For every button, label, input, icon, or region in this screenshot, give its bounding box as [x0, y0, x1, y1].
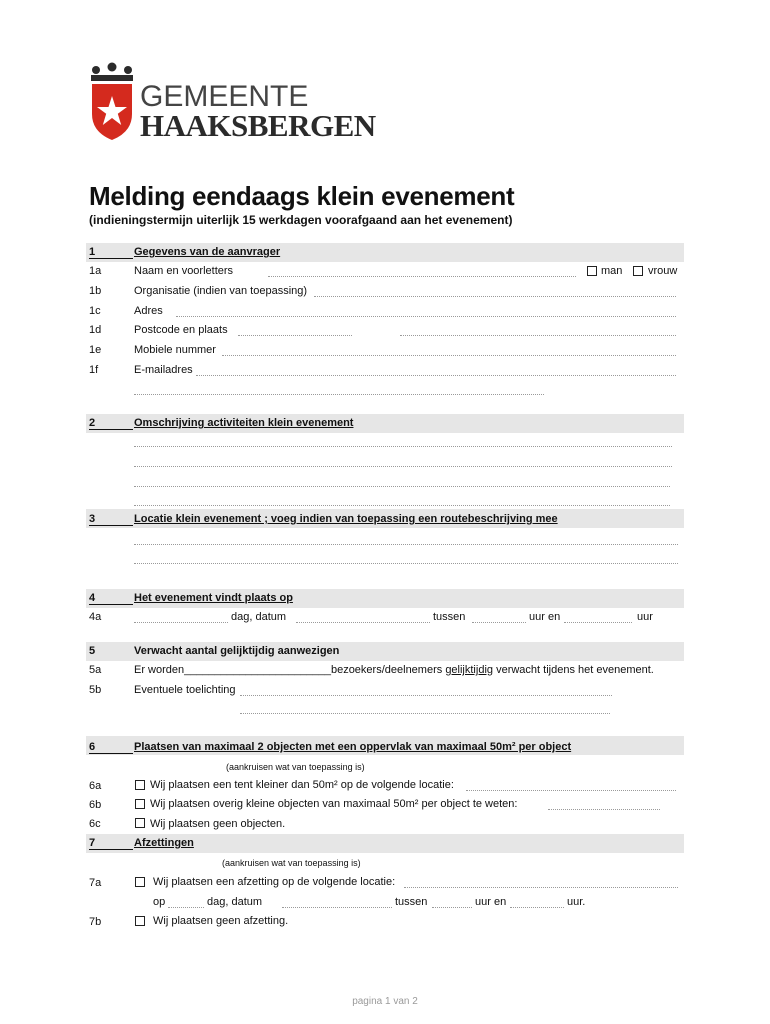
section-7-heading: Afzettingen	[134, 837, 194, 849]
other-objects-label: Wij plaatsen overig kleine objecten van maximaal 50m² per object te weten:	[150, 798, 518, 810]
name-field[interactable]	[268, 276, 576, 277]
row-5b-number: 5b	[89, 684, 102, 696]
section-6-heading: Plaatsen van maximaal 2 objecten met een oppervlak van maximaal 50m² per object	[134, 741, 572, 753]
email-label: E-mailadres	[134, 364, 193, 376]
attendees-rest: verwacht tijdens het evenement.	[496, 664, 654, 676]
email-field-continued[interactable]	[134, 394, 544, 395]
location-field-1[interactable]	[134, 544, 678, 545]
section-6-note: (aankruisen wat van toepassing is)	[226, 762, 365, 772]
hour-and-label: uur en	[529, 611, 561, 623]
city-field[interactable]	[400, 335, 676, 336]
tent-location-field[interactable]	[466, 790, 676, 791]
barrier-between-label: tussen	[395, 896, 428, 908]
row-7a-number: 7a	[89, 877, 102, 889]
row-6a-number: 6a	[89, 780, 102, 792]
row-1b-number: 1b	[89, 285, 102, 297]
section-5-heading: Verwacht aantal gelijktijdig aanwezigen	[134, 645, 340, 657]
explanation-field-1[interactable]	[240, 695, 612, 696]
start-time-field[interactable]	[472, 622, 526, 623]
row-5a-number: 5a	[89, 664, 102, 676]
activities-field-1[interactable]	[134, 446, 672, 447]
checkbox-man[interactable]	[587, 266, 597, 276]
logo-line-2: HAAKSBERGEN	[140, 108, 376, 143]
man-label: man	[601, 265, 623, 277]
row-1d-number: 1d	[89, 324, 102, 336]
row-1e-number: 1e	[89, 344, 102, 356]
between-label: tussen	[433, 611, 466, 623]
section-1-heading: Gegevens van de aanvrager	[134, 246, 281, 258]
row-1a-number: 1a	[89, 265, 102, 277]
section-4-heading: Het evenement vindt plaats op	[134, 592, 293, 604]
section-2-heading: Omschrijving activiteiten klein evenement	[134, 417, 354, 429]
section-3-heading: Locatie klein evenement ; voeg indien van toepassing een routebeschrijving mee	[134, 513, 558, 525]
attendees-sentence	[134, 664, 654, 677]
row-1f-number: 1f	[89, 364, 99, 376]
crowned-shield-icon	[88, 62, 136, 142]
municipality-logo	[88, 62, 378, 142]
mobile-label: Mobiele nummer	[134, 344, 216, 356]
row-6c-number: 6c	[89, 818, 101, 830]
end-time-field[interactable]	[564, 622, 632, 623]
barrier-hour-label: uur.	[567, 896, 586, 908]
barrier-hour-and-label: uur en	[475, 896, 507, 908]
other-objects-field[interactable]	[548, 809, 660, 810]
activities-field-4[interactable]	[134, 505, 670, 506]
day-field[interactable]	[134, 622, 228, 623]
section-3-number: 3	[89, 513, 133, 526]
row-7b-number: 7b	[89, 916, 102, 928]
organisation-label: Organisatie (indien van toepassing)	[134, 285, 308, 297]
page-title: Melding eendaags klein evenement	[89, 181, 515, 211]
email-field[interactable]	[196, 375, 676, 376]
address-field[interactable]	[176, 316, 676, 317]
section-7-number: 7	[89, 837, 133, 850]
barrier-date-field[interactable]	[282, 907, 392, 908]
address-label: Adres	[134, 305, 163, 317]
tent-label: Wij plaatsen een tent kleiner dan 50m² op de volgende locatie:	[150, 779, 454, 791]
checkbox-no-barrier[interactable]	[135, 916, 145, 926]
checkbox-other-objects[interactable]	[135, 799, 145, 809]
page-number: pagina 1 van 2	[352, 996, 418, 1007]
explanation-label: Eventuele toelichting	[134, 684, 236, 696]
no-barrier-label: Wij plaatsen geen afzetting.	[153, 915, 289, 927]
row-1c-number: 1c	[89, 305, 101, 317]
barrier-day-field[interactable]	[168, 907, 204, 908]
postcode-field[interactable]	[238, 335, 352, 336]
explanation-field-2[interactable]	[240, 713, 610, 714]
page-subtitle: (indieningstermijn uiterlijk 15 werkdagen voorafgaand aan het evenement)	[89, 213, 513, 227]
vrouw-label: vrouw	[648, 265, 678, 277]
barrier-start-field[interactable]	[432, 907, 472, 908]
section-2-number: 2	[89, 417, 133, 430]
row-4a-number: 4a	[89, 611, 102, 623]
simultaneous-label: gelijktijdig	[445, 664, 494, 676]
activities-field-2[interactable]	[134, 466, 672, 467]
barrier-on-label: op	[153, 896, 166, 908]
organisation-field[interactable]	[314, 296, 676, 297]
barrier-day-date-label: dag, datum	[207, 896, 263, 908]
section-6-number: 6	[89, 741, 133, 754]
section-7-note: (aankruisen wat van toepassing is)	[222, 858, 361, 868]
name-label: Naam en voorletters	[134, 265, 234, 277]
logo-line-1: GEMEENTE	[140, 80, 309, 113]
barrier-label: Wij plaatsen een afzetting op de volgende locatie:	[153, 876, 396, 888]
checkbox-no-objects[interactable]	[135, 818, 145, 828]
activities-field-3[interactable]	[134, 486, 670, 487]
row-6b-number: 6b	[89, 799, 102, 811]
postcode-label: Postcode en plaats	[134, 324, 228, 336]
attendees-label: Er worden________________________bezoekers/deelnemers	[134, 664, 443, 676]
day-date-label: dag, datum	[231, 611, 287, 623]
location-field-2[interactable]	[134, 563, 678, 564]
section-5-number: 5	[89, 645, 96, 657]
checkbox-tent[interactable]	[135, 780, 145, 790]
date-field[interactable]	[296, 622, 430, 623]
section-1-number: 1	[89, 246, 133, 259]
checkbox-barrier[interactable]	[135, 877, 145, 887]
barrier-location-field[interactable]	[404, 887, 678, 888]
mobile-field[interactable]	[222, 355, 676, 356]
hour-label: uur	[637, 611, 653, 623]
section-4-number: 4	[89, 592, 133, 605]
barrier-end-field[interactable]	[510, 907, 564, 908]
checkbox-vrouw[interactable]	[633, 266, 643, 276]
no-objects-label: Wij plaatsen geen objecten.	[150, 818, 286, 830]
